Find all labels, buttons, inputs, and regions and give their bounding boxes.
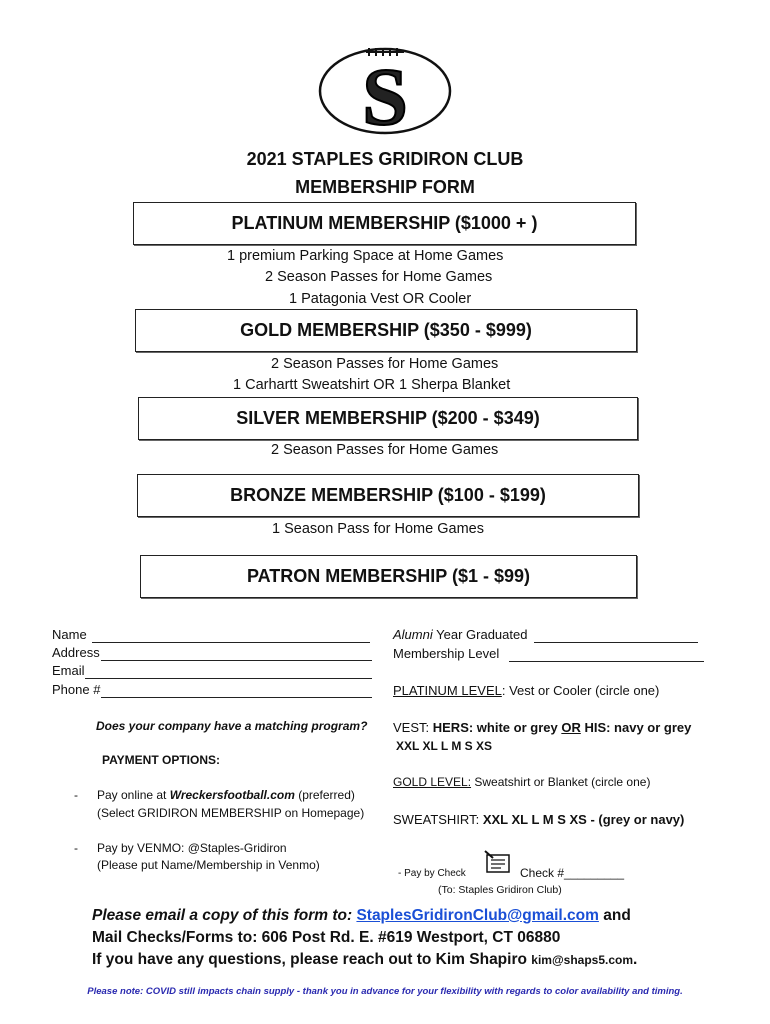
gold-level-row bbox=[393, 775, 650, 789]
covid-note: Please note: COVID still impacts chain supply - thank you in advance for your flexibility with regards to color availability and timing. bbox=[87, 986, 683, 997]
platinum-membership-box[interactable] bbox=[133, 202, 636, 245]
questions-line bbox=[92, 951, 637, 969]
gold-level-label: GOLD LEVEL: bbox=[393, 775, 472, 789]
matching-program-question: Does your company have a matching program? bbox=[96, 719, 368, 733]
gold-membership-box[interactable] bbox=[135, 309, 637, 352]
check-icon bbox=[483, 849, 511, 875]
pay-by-check: - Pay by Check bbox=[398, 868, 466, 879]
membership-level-label: Membership Level bbox=[393, 646, 500, 661]
bullet: - bbox=[74, 788, 78, 802]
platinum-level-row bbox=[393, 683, 659, 698]
pay-online-suffix: (preferred) bbox=[294, 788, 355, 802]
sweatshirt-row bbox=[393, 812, 684, 827]
platinum-level-text: : Vest or Cooler (circle one) bbox=[501, 683, 660, 698]
silver-membership-box[interactable] bbox=[138, 397, 638, 440]
bronze-benefit: 1 Season Pass for Home Games bbox=[272, 521, 484, 537]
pay-online-link[interactable]: Wreckersfootball.com bbox=[169, 788, 295, 802]
check-number-field[interactable]: Check #_________ bbox=[520, 866, 625, 880]
gold-membership-title: GOLD MEMBERSHIP ($350 - $999) bbox=[240, 320, 532, 340]
pay-online-note: (Select GRIDIRON MEMBERSHIP on Homepage) bbox=[97, 806, 365, 820]
phone-field[interactable] bbox=[101, 697, 372, 698]
check-payable-to: (To: Staples Gridiron Club) bbox=[438, 884, 562, 896]
mail-address: Mail Checks/Forms to: 606 Post Rd. E. #619 Westport, CT 06880 bbox=[92, 929, 561, 946]
form-title-line1: 2021 STAPLES GRIDIRON CLUB bbox=[246, 149, 524, 169]
pay-online-prefix: Pay online at bbox=[97, 788, 170, 802]
vest-or: OR bbox=[561, 720, 581, 735]
email-instruction bbox=[92, 907, 631, 925]
vest-hers[interactable]: HERS: white or grey bbox=[432, 720, 562, 735]
name-field[interactable] bbox=[92, 642, 370, 643]
contact-email[interactable]: kim@shaps5.com bbox=[531, 953, 634, 967]
bullet: - bbox=[74, 841, 78, 855]
address-label: Address bbox=[52, 645, 100, 660]
platinum-benefit: 1 premium Parking Space at Home Games bbox=[227, 248, 504, 264]
email-prefix: Please email a copy of this form to: bbox=[92, 907, 357, 924]
email-field[interactable] bbox=[85, 678, 372, 679]
gold-benefit: 1 Carhartt Sweatshirt OR 1 Sherpa Blanket bbox=[233, 377, 511, 393]
membership-level-field[interactable] bbox=[509, 661, 704, 662]
platinum-benefit: 1 Patagonia Vest OR Cooler bbox=[289, 291, 472, 307]
silver-membership-title: SILVER MEMBERSHIP ($200 - $349) bbox=[236, 408, 540, 428]
vest-label: VEST: bbox=[393, 720, 433, 735]
football-logo bbox=[318, 44, 452, 136]
sweatshirt-sizes[interactable]: XXL XL L M S XS - (grey or navy) bbox=[482, 812, 685, 827]
form-title-line2: MEMBERSHIP FORM bbox=[295, 177, 475, 197]
platinum-benefit: 2 Season Passes for Home Games bbox=[265, 269, 493, 285]
name-label: Name bbox=[52, 627, 87, 642]
vest-row bbox=[393, 720, 691, 735]
pay-venmo: Pay by VENMO: @Staples-Gridiron bbox=[97, 841, 287, 855]
bronze-membership-box[interactable] bbox=[137, 474, 639, 517]
pay-venmo-note: (Please put Name/Membership in Venmo) bbox=[97, 858, 320, 872]
year-graduated-label: Year Graduated bbox=[436, 627, 528, 642]
vest-sizes[interactable]: XXL XL L M S XS bbox=[396, 739, 493, 753]
patron-membership-title: PATRON MEMBERSHIP ($1 - $99) bbox=[246, 566, 531, 586]
email-label: Email bbox=[52, 663, 85, 678]
phone-label: Phone # bbox=[52, 682, 101, 697]
gold-level-text: Sweatshirt or Blanket (circle one) bbox=[471, 775, 651, 789]
year-graduated-field[interactable] bbox=[534, 642, 698, 643]
pay-online-row bbox=[97, 788, 355, 802]
silver-benefit: 2 Season Passes for Home Games bbox=[271, 442, 499, 458]
svg-text:S: S bbox=[362, 51, 408, 136]
bronze-membership-title: BRONZE MEMBERSHIP ($100 - $199) bbox=[230, 485, 546, 505]
platinum-membership-title: PLATINUM MEMBERSHIP ($1000 + ) bbox=[231, 213, 538, 233]
alumni-year-row bbox=[393, 627, 527, 642]
platinum-level-label: PLATINUM LEVEL bbox=[393, 683, 502, 698]
sweatshirt-label: SWEATSHIRT: bbox=[393, 812, 483, 827]
gold-benefit: 2 Season Passes for Home Games bbox=[271, 356, 499, 372]
club-email-link[interactable]: StaplesGridironClub@gmail.com bbox=[356, 907, 599, 924]
contact-period: . bbox=[633, 951, 638, 968]
payment-options-label: PAYMENT OPTIONS: bbox=[102, 753, 221, 767]
address-field[interactable] bbox=[101, 660, 372, 661]
patron-membership-box[interactable] bbox=[140, 555, 637, 598]
vest-his[interactable]: HIS: navy or grey bbox=[580, 720, 692, 735]
questions-text: If you have any questions, please reach out to Kim Shapiro bbox=[92, 951, 532, 968]
email-suffix: and bbox=[598, 907, 631, 924]
alumni-label: Alumni bbox=[393, 627, 433, 642]
